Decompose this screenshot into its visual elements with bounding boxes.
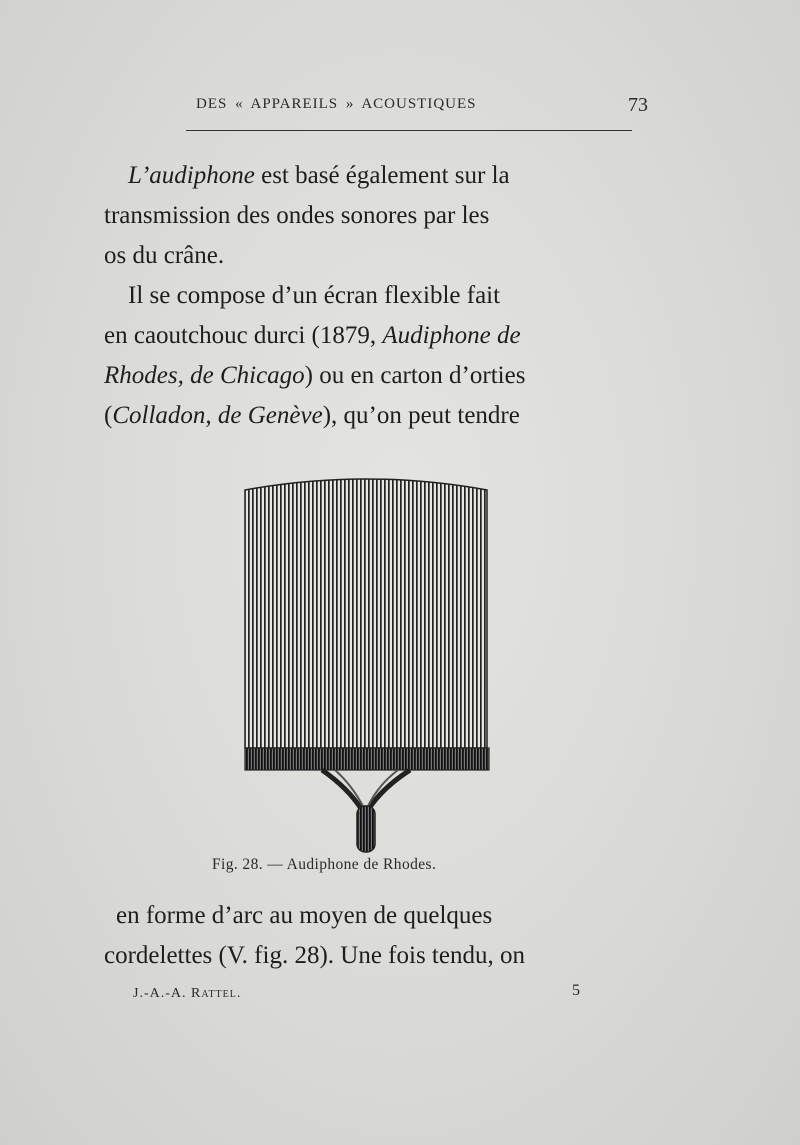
p2-l4-italic: Colladon, de Genève xyxy=(112,402,323,429)
paragraph-1-line-2: transmission des ondes sonores par les xyxy=(104,202,490,229)
paragraph-2-line-3 xyxy=(104,356,525,396)
signature-name: Rattel. xyxy=(191,986,242,1001)
p2-l4-open: ( xyxy=(104,402,113,429)
p2-l2-italic: Audiphone de xyxy=(382,322,521,349)
page-number: 73 xyxy=(628,94,648,116)
p2-l3-italic: Rhodes, de Chicago xyxy=(104,362,305,389)
paragraph-1-line-1 xyxy=(128,156,638,196)
paragraph-2-line-4 xyxy=(104,396,520,436)
header-rule xyxy=(186,130,632,131)
p2-l3-text: ) ou en carton d’orties xyxy=(304,362,526,389)
audiphone-illustration xyxy=(240,470,494,860)
audiphone-engraving xyxy=(240,470,494,860)
signature-initials: J.-A.-A. xyxy=(133,986,187,1001)
running-title: DES « APPAREILS » ACOUSTIQUES xyxy=(196,96,477,112)
p2-l2-text: en caoutchouc durci (1879, xyxy=(104,322,383,349)
p1-l1-text: est basé également sur la xyxy=(254,162,510,189)
paragraph-1-line-3: os du crâne. xyxy=(104,242,225,269)
paragraph-2-line-1: Il se compose d’un écran flexible fait xyxy=(128,282,501,309)
p2-l4-text: ), qu’on peut tendre xyxy=(322,402,520,429)
running-header xyxy=(196,96,656,122)
paragraph-2-line-2 xyxy=(104,316,521,356)
figure-caption: Fig. 28. — Audiphone de Rhodes. xyxy=(212,856,437,873)
printer-signature xyxy=(133,986,241,1002)
paragraph-3-line-2: cordelettes (V. fig. 28). Une fois tendu, on xyxy=(104,942,525,969)
paragraph-3-line-1: en forme d’arc au moyen de quelques xyxy=(116,902,493,929)
audiphone-term: L’audiphone xyxy=(128,162,255,189)
signature-mark: 5 xyxy=(572,982,580,999)
